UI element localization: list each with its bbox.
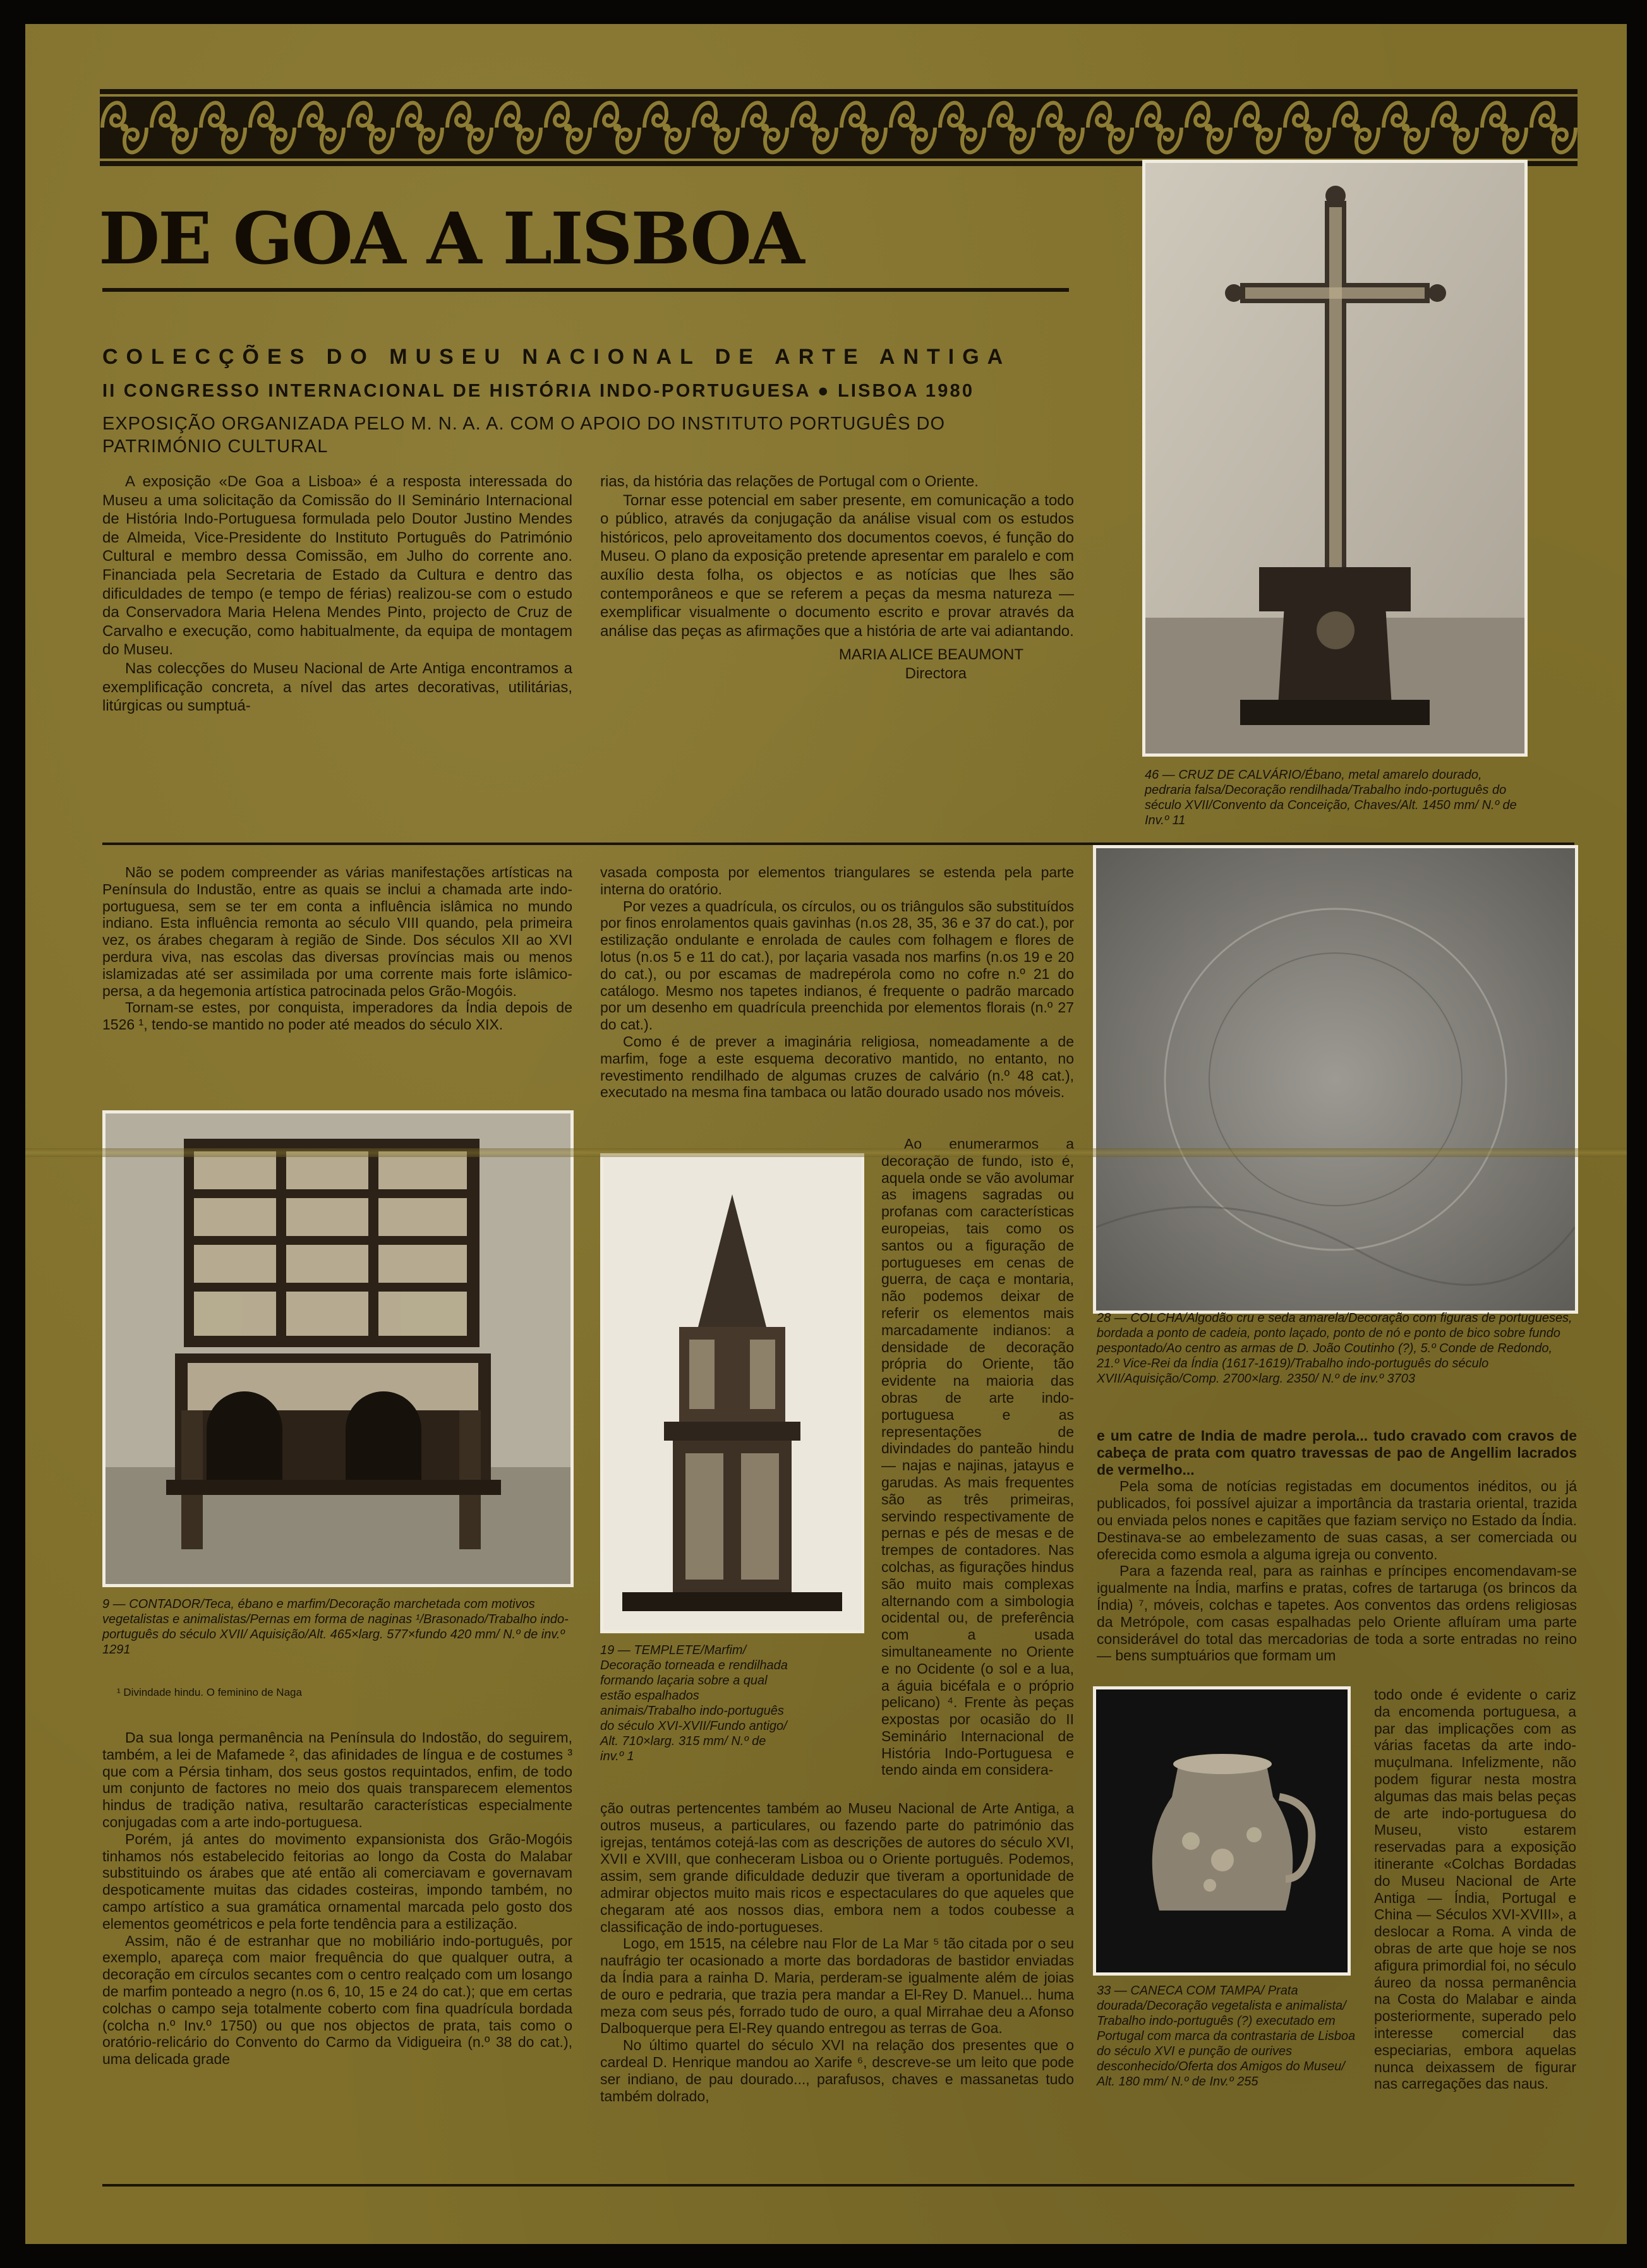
subtitle-exhibition: EXPOSIÇÃO ORGANIZADA PELO M. N. A. A. COM O APOIO DO INSTITUTO PORTUGUÊS DO PATRIMÓNIO CULTURAL xyxy=(102,414,946,457)
caption-ivory-temple: 19 — TEMPLETE/Marfim/ Decoração torneada e rendilhada formando laçaria sobre a qual estão espalhados animais/Trabalho indo-português do século XVI-XVII/Fundo antigo/ Alt. 710×larg. 315 mm/ N.º de inv.º 1 xyxy=(600,1643,788,1763)
article-column-3-top xyxy=(1097,1427,1577,1664)
footnote: ¹ Divindade hindu. O feminino de Naga xyxy=(117,1686,302,1698)
cabinet-photo xyxy=(102,1110,574,1587)
subtitle-congress: II CONGRESSO INTERNACIONAL DE HISTÓRIA INDO-PORTUGUESA ● LISBOA 1980 xyxy=(102,381,975,401)
article-paragraph: Por vezes a quadrícula, os círculos, ou os triângulos são substituídos por finos enrolamentos quais gavinhas (n.os 28, 35, 36 e 37 do cat.), por estilização ondulante e enrolada de caules com folhagem e flores de lotus (n.os 5 e 11 do cat.), por laçaria vasada nos marfins (n.os 19 e 20 do cat.), ou por escamas de madrepérola como no cofre n.º 21 do catálogo. Mesmo nos tapetes indianos, é frequente o padrão marcado por um desenho em quadrícula preenchida por elementos florais (n.º 27 do cat.). xyxy=(600,897,1074,1033)
article-column-2-top xyxy=(600,864,1074,1101)
article-paragraph: vasada composta por elementos triangulares se estenda pela parte interna do oratório. xyxy=(600,864,1074,897)
intro-column-left xyxy=(102,472,572,716)
title-rule xyxy=(102,288,1069,292)
ivory-temple-photo xyxy=(600,1153,864,1633)
intro-paragraph: A exposição «De Goa a Lisboa» é a resposta interessada do Museu a uma solicitação da Comissão do II Seminário Internacional de História Indo-Portuguesa formulada pelo Doutor Justino Mendes de Almeida, Vice-Presidente do Instituto Português do Património Cultural e membro dessa Comissão, em Julho do corrente ano. Financiada pela Secretaria de Estado da Cultura e dentro das dificuldades de tempo (e tempo de férias) realizou-se com o estudo da Conservadora Maria Helena Mendes Pinto, projecto de Cruz de Carvalho e execução, como habitualmente, da equipa de montagem do Museu. xyxy=(102,473,572,659)
article-paragraph: Não se podem compreender as várias manifestações artísticas na Península do Industão, entre as quais se inclui a chamada arte indo-portuguesa, sem se ter em conta a influência islâmica no mundo indiano. Esta influência remonta ao século VIII quando, pela primeira vez, os árabes chegaram à região de Sinde. Dos séculos XII ao XVI perdura viva, nas escolas das diversas províncias mais ou menos islamizadas até ser assimilada por uma corrente mais forte islâmico-persa, a da hegemonia artística patrocinada pelos Grão-Mogóis. xyxy=(102,864,572,999)
caption-cabinet: 9 — CONTADOR/Teca, ébano e marfim/Decoração marchetada com motivos vegetalistas e animalistas/Pernas em forma de naginas ¹/Brasonado/Trabalho indo-português do século XVII/ Aquisição/Alt. 465×larg. 577×fundo 420 mm/ N.º de inv.º 1291 xyxy=(102,1597,569,1657)
caption-crucifix: 46 — CRUZ DE CALVÁRIO/Ébano, metal amarelo dourado, pedraria falsa/Decoração rendilhada/Trabalho indo-português do século XVII/Convento da Conceição, Chaves/Alt. 1450 mm/ N.º de Inv.º 11 xyxy=(1145,768,1517,827)
page-title: DE GOA A LISBOA xyxy=(99,198,803,280)
signature-role: Directora xyxy=(905,664,967,682)
article-paragraph: e um catre de India de madre perola... tudo cravado com cravos de cabeça de prata com quatro travessas de pao de Angellim lacrados de vermelho... xyxy=(1097,1427,1577,1478)
tankard-photo xyxy=(1093,1686,1351,1976)
paper-fold-crease xyxy=(25,1148,1627,1157)
article-paragraph: ção outras pertencentes também ao Museu Nacional de Arte Antiga, a outros museus, a particulares, ou fazendo parte do património das igrejas, tentámos cotejá-las com as descrições de autores do século XVI, XVII e XVIII, que conheceram Lisboa ou o Oriente português. Podemos, assim, sem grande dificuldade deduzir que tiveram a oportunidade de admirar objectos muito mais ricos e espectaculares do que aqueles que chegaram até aos nossos dias, embora nem a todos coubesse a classificação de indo-portugueses. xyxy=(600,1800,1074,1935)
article-paragraph: Da sua longa permanência na Península do Indostão, do seguirem, também, a lei de Mafamede ², das afinidades de língua e de costumes ³ que com a Pérsia tinham, dos seus gostos requintados, enfim, de todo um conjunto de factores no meio dos quais transparecem elementos hindus de tradição nativa, resultarão características especialmente conjugadas com a arte indo-portuguesa. xyxy=(102,1729,572,1830)
intro-paragraph: rias, da história das relações de Portugal com o Oriente. xyxy=(600,473,979,490)
article-paragraph: No último quartel do século XVI na relação dos presentes que o cardeal D. Henrique mandou ao Xarife ⁶, descreve-se um leito que pode ser indiano, de pau dourado..., parafusos, chaves e massanetas tudo também dolrado, xyxy=(600,2037,1074,2104)
crucifix-photo xyxy=(1142,160,1528,757)
signature-name: MARIA ALICE BEAUMONT xyxy=(838,646,1023,664)
article-paragraph: Como é de prever a imaginária religiosa, nomeadamente a de marfim, foge a este esquema decorativo mantido, no entanto, no revestimento rendilhado de algumas cruzes de calvário (n.º 48 cat.), executado na mesma fina tambaca ou latão dourado usado nos móveis. xyxy=(600,1033,1074,1101)
caption-tankard: 33 — CANECA COM TAMPA/ Prata dourada/Decoração vegetalista e animalista/ Trabalho indo-português (?) executado em Portugal com marca da contrastaria de Lisboa do século XVI e punção de ourives desconhecido/Oferta dos Amigos do Museu/ Alt. 180 mm/ N.º de Inv.º 255 xyxy=(1097,1984,1356,2089)
article-paragraph: Pela soma de notícias registadas em documentos inéditos, ou já publicados, foi possível ajuizar a importância da trastaria oriental, trazida ou enviada pelos nones e capitães que faziam serviço no Estado da Índia. Destinava-se ao embelezamento de suas casas, a ser comerciada ou oferecida como esmola a alguma igreja ou convento. xyxy=(1097,1478,1577,1563)
article-column-2-narrow xyxy=(881,1136,1074,1779)
intro-paragraph: Nas colecções do Museu Nacional de Arte Antiga encontramos a exemplificação concreta, a nível das artes decorativas, utilitárias, litúrgicas ou sumptuá- xyxy=(102,659,572,715)
article-paragraph: Logo, em 1515, na célebre nau Flor de La Mar ⁵ tão citada por o seu naufrágio ter ocasionado a morte das bordadoras de bastidor enviadas da Índia para a rainha D. Maria, perderam-se igualmente além de joias de ouro e pedraria, que trazia pera mandar a El-Rey D. Manuel... huma meza com seus pés, forrado tudo de ouro, a qual Mirrahae deu a Afonso Dalboquerque pera El-Rey quando entregou as terras de Goa. xyxy=(600,1935,1074,2037)
article-paragraph: todo onde é evidente o cariz da encomenda portuguesa, a par das implicações com as várias facetas da arte indo-muçulmana. Infelizmente, não podem figurar nesta mostra algumas das mais belas peças de arte indo-portuguesa do Museu, visto estarem reservadas para a exposição itinerante «Colchas Bordadas do Museu Nacional de Arte Antiga — Índia, Portugal e China — Séculos XVI-XVIII», a deslocar a Roma. A vinda de obras de arte que hoje se nos afigura primordial foi, no século áureo da nossa permanência na Costa do Malabar e ainda posteriormente, superado pelo interesse comercial das especiarias, embora aquelas nunca deixassem de figurar nas carregações das naus. xyxy=(1374,1686,1576,2092)
caption-bedspread: 28 — COLCHA/Algodão cru e seda amarela/Decoração com figuras de portugueses, bordada a ponto de cadeia, ponto laçado, ponto de nó e ponto de bico sobre fundo pespontado/Ao centro as armas de D. João Coutinho (?), 5.º Conde de Redondo, 21.º Vice-Rei da Índia (1617-1619)/Trabalho indo-português do século XVII/Aquisição/Comp. 2700×larg. 2350/ N.º de inv.º 3703 xyxy=(1097,1311,1572,1386)
bottom-rule xyxy=(102,2184,1574,2187)
article-column-3-narrow xyxy=(1374,1686,1576,2092)
article-paragraph: Assim, não é de estranhar que no mobiliário indo-português, por exemplo, apareça com maior frequência do que qualquer outra, a decoração em círculos secantes com o centro realçado com um losango de marfim ponteado a negro (n.os 6, 10, 15 e 24 do cat.); que em certas colchas o campo seja totalmente coberto com fina quadrícula bordada (colcha n.º Inv.º 1750) ou que nos objectos de prata, tais como o oratório-relicário do Convento do Carmo da Vidigueira (n.º 38 do cat.), uma delicada grade xyxy=(102,1932,572,2068)
article-column-2-bottom xyxy=(600,1800,1074,2104)
article-paragraph: Porém, já antes do movimento expansionista dos Grão-Mogóis tinhamos nós estabelecido feitorias ao longo da Costa do Malabar substituindo os árabes que até então ali comerciavam e governavam despoticamente muitas das cidades costeiras, impondo também, no campo artístico a sua gramática ornamental marcada pelo gosto dos elementos geométricos e pela forte tendência para a estilização. xyxy=(102,1830,572,1932)
article-column-1-bottom xyxy=(102,1729,572,2068)
bedspread-photo xyxy=(1093,845,1578,1314)
intro-column-right xyxy=(600,472,1074,683)
article-paragraph: Ao enumerarmos a decoração de fundo, isto é, aquela onde se vão avolumar as imagens sagradas ou profanas com características europeias, tais como os santos ou a figuração de portugueses em cenas de guerra, de caça e montaria, não podemos deixar de referir os elementos mais marcadamente indianos: a densidade de decoração própria do Oriente, tão evidente na maioria das obras de arte indo-portuguesa e as representações de divindades do panteão hindu — najas e najinas, jatayus e garudas. As mais frequentes são as três primeiras, servindo respectivamente de pernas e pés de mesas e de trempes de contadores. Nas colchas, as figurações hindus são muito mais complexas alternando com a simbologia ocidental ou, de preferência com a usada simultaneamente no Oriente e no Ocidente (o sol e a lua, a águia bicéfala e o próprio pelicano) ⁴. Frente às peças expostas por ocasião do II Seminário Internacional de História Indo-Portuguesa e tendo ainda em considera- xyxy=(881,1136,1074,1779)
intro-paragraph: Tornar esse potencial em saber presente, em comunicação a todo o público, através da conjugação da análise visual com os estudos históricos, pelo aproveitamento dos documentos coevos, é função do Museu. O plano da exposição pretende apresentar em paralelo e com auxílio desta folha, os objectos e as notícias que lhes são contemporâneos e que se referem a peças da mesma natureza — exemplificar visualmente o documento escrito e provar através da análise das peças as afirmações que a história de arte vai adiantando. xyxy=(600,491,1074,640)
ornamental-border-band xyxy=(100,89,1578,166)
article-column-1-top xyxy=(102,864,572,1033)
article-paragraph: Para a fazenda real, para as rainhas e príncipes encomendavam-se igualmente na Índia, marfins e pratas, cofres de tartaruga (os brincos da Índia) ⁷, móveis, colchas e tapetes. Aos conventos das ordens religiosas da Metrópole, com casas espalhadas pelo Oriente afluíram uma parte considerável do total das mercadorias de toda a sorte entradas no reino — bens sumptuários que formam um xyxy=(1097,1563,1577,1664)
article-paragraph: Tornam-se estes, por conquista, imperadores da Índia depois de 1526 ¹, tendo-se mantido no poder até meados do século XIX. xyxy=(102,999,572,1033)
subtitle-collections: COLECÇÕES DO MUSEU NACIONAL DE ARTE ANTIGA xyxy=(102,345,1011,369)
poster-sheet xyxy=(25,24,1627,2244)
